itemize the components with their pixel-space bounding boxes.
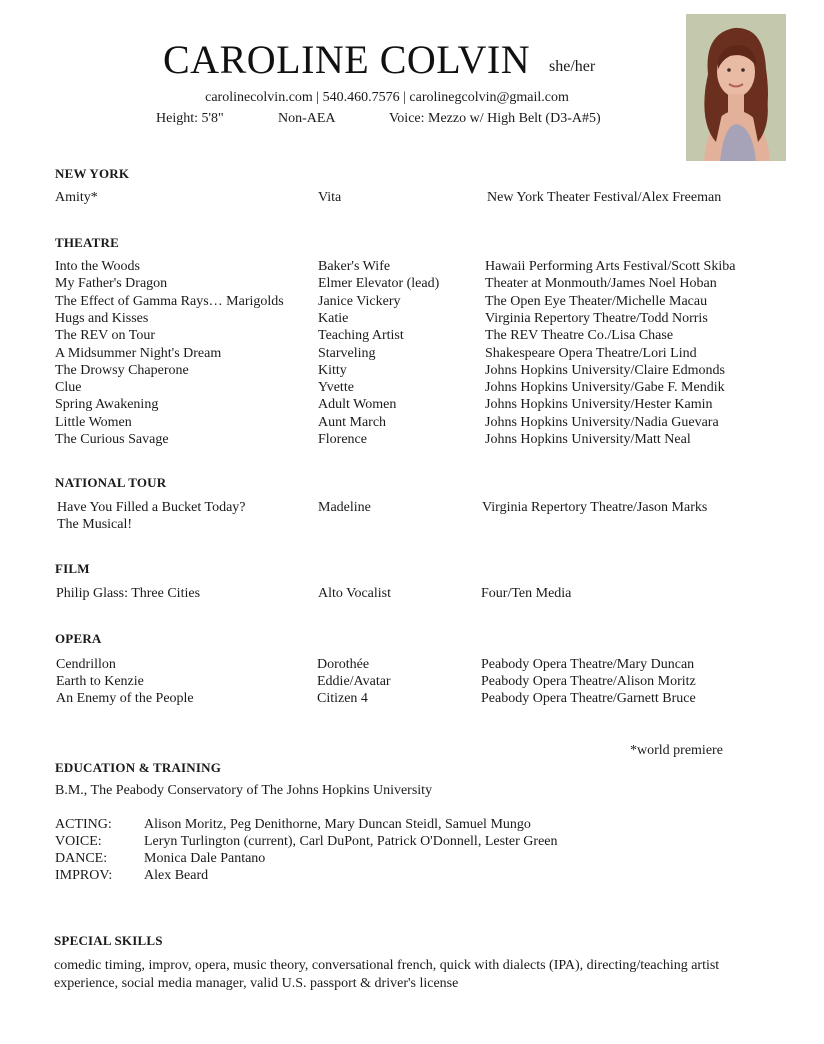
credit-company: The REV Theatre Co./Lisa Chase (485, 328, 674, 343)
degree: B.M., The Peabody Conservatory of The Johns Hopkins University (55, 783, 433, 798)
credit-show: A Midsummer Night's Dream (55, 346, 222, 361)
pronouns: she/her (549, 58, 596, 75)
training-label: DANCE: (55, 851, 108, 866)
credit-role: Dorothée (317, 657, 370, 672)
credit-role: Kitty (318, 363, 347, 378)
section-heading-special-skills: SPECIAL SKILLS (54, 933, 163, 948)
training-teachers: Alison Moritz, Peg Denithorne, Mary Duncan Steidl, Samuel Mungo (144, 817, 531, 832)
credit-show: Earth to Kenzie (56, 674, 144, 689)
headshot-illustration (686, 14, 786, 161)
section-heading-national-tour: NATIONAL TOUR (55, 475, 167, 490)
training-teachers: Leryn Turlington (current), Carl DuPont, Patrick O'Donnell, Lester Green (144, 834, 558, 849)
section-heading-new-york: NEW YORK (55, 166, 130, 181)
credit-role: Baker's Wife (318, 259, 391, 274)
credit-role: Elmer Elevator (lead) (318, 276, 440, 291)
credit-company: Johns Hopkins University/Hester Kamin (485, 397, 713, 412)
union-status: Non-AEA (278, 111, 336, 126)
resume-name: CAROLINE COLVIN (163, 37, 531, 82)
credit-role: Eddie/Avatar (317, 674, 391, 689)
credit-company: Hawaii Performing Arts Festival/Scott Skiba (485, 259, 736, 274)
credit-company: Virginia Repertory Theatre/Jason Marks (482, 500, 708, 515)
credit-show: Little Women (55, 415, 132, 430)
credit-role: Aunt March (318, 415, 387, 430)
credit-company: Peabody Opera Theatre/Mary Duncan (481, 657, 695, 672)
credit-company: New York Theater Festival/Alex Freeman (487, 190, 722, 205)
credit-show-continued: The Musical! (57, 517, 133, 532)
height-stat: Height: 5'8" (156, 111, 224, 126)
credit-show: The REV on Tour (55, 328, 155, 343)
credit-show: Cendrillon (56, 657, 116, 672)
credit-company: The Open Eye Theater/Michelle Macau (485, 294, 708, 309)
credit-role: Florence (318, 432, 367, 447)
voice-type: Voice: Mezzo w/ High Belt (D3-A#5) (389, 111, 601, 126)
credit-show: Amity* (55, 190, 98, 205)
training-label: IMPROV: (55, 868, 113, 883)
credit-show: Into the Woods (55, 259, 140, 274)
credit-role: Alto Vocalist (318, 586, 391, 601)
credit-show: Spring Awakening (55, 397, 159, 412)
credit-role: Adult Women (318, 397, 397, 412)
training-label: VOICE: (55, 834, 102, 849)
credit-role: Teaching Artist (318, 328, 404, 343)
credit-company: Four/Ten Media (481, 586, 572, 601)
credit-show: Philip Glass: Three Cities (56, 586, 201, 601)
credit-show: Clue (55, 380, 82, 395)
credit-company: Shakespeare Opera Theatre/Lori Lind (485, 346, 697, 361)
credit-company: Virginia Repertory Theatre/Todd Norris (485, 311, 708, 326)
credit-role: Vita (318, 190, 342, 205)
contact-info: carolinecolvin.com | 540.460.7576 | carolinegcolvin@gmail.com (205, 90, 569, 105)
credit-show: The Drowsy Chaperone (55, 363, 189, 378)
section-heading-opera: OPERA (55, 631, 102, 646)
credit-show: My Father's Dragon (55, 276, 168, 291)
credit-show: The Effect of Gamma Rays… Marigolds (55, 294, 284, 309)
headshot-photo (686, 14, 786, 161)
credit-company: Peabody Opera Theatre/Alison Moritz (481, 674, 696, 689)
section-heading-education: EDUCATION & TRAINING (55, 760, 222, 775)
credit-show: The Curious Savage (55, 432, 169, 447)
credit-company: Theater at Monmouth/James Noel Hoban (485, 276, 717, 291)
credit-company: Johns Hopkins University/Gabe F. Mendik (485, 380, 725, 395)
training-teachers: Alex Beard (144, 868, 209, 883)
credit-company: Johns Hopkins University/Matt Neal (485, 432, 691, 447)
footnote: *world premiere (630, 743, 723, 758)
credit-show: Hugs and Kisses (55, 311, 149, 326)
credit-role: Citizen 4 (317, 691, 368, 706)
credit-company: Johns Hopkins University/Claire Edmonds (485, 363, 725, 378)
credit-role: Yvette (318, 380, 354, 395)
credit-role: Starveling (318, 346, 376, 361)
credit-role: Madeline (318, 500, 371, 515)
section-heading-film: FILM (55, 561, 90, 576)
credit-show: Have You Filled a Bucket Today? (57, 500, 246, 515)
credit-company: Johns Hopkins University/Nadia Guevara (485, 415, 719, 430)
training-teachers: Monica Dale Pantano (144, 851, 266, 866)
credit-company: Peabody Opera Theatre/Garnett Bruce (481, 691, 696, 706)
credit-role: Janice Vickery (318, 294, 401, 309)
training-label: ACTING: (55, 817, 112, 832)
credit-role: Katie (318, 311, 349, 326)
credit-show: An Enemy of the People (56, 691, 194, 706)
special-skills-text: comedic timing, improv, opera, music theory, conversational french, quick with dialects (IPA), directing/teaching artist experience, social media manager, valid U.S. passport & driver's license (54, 958, 720, 991)
section-heading-theatre: THEATRE (55, 235, 120, 250)
